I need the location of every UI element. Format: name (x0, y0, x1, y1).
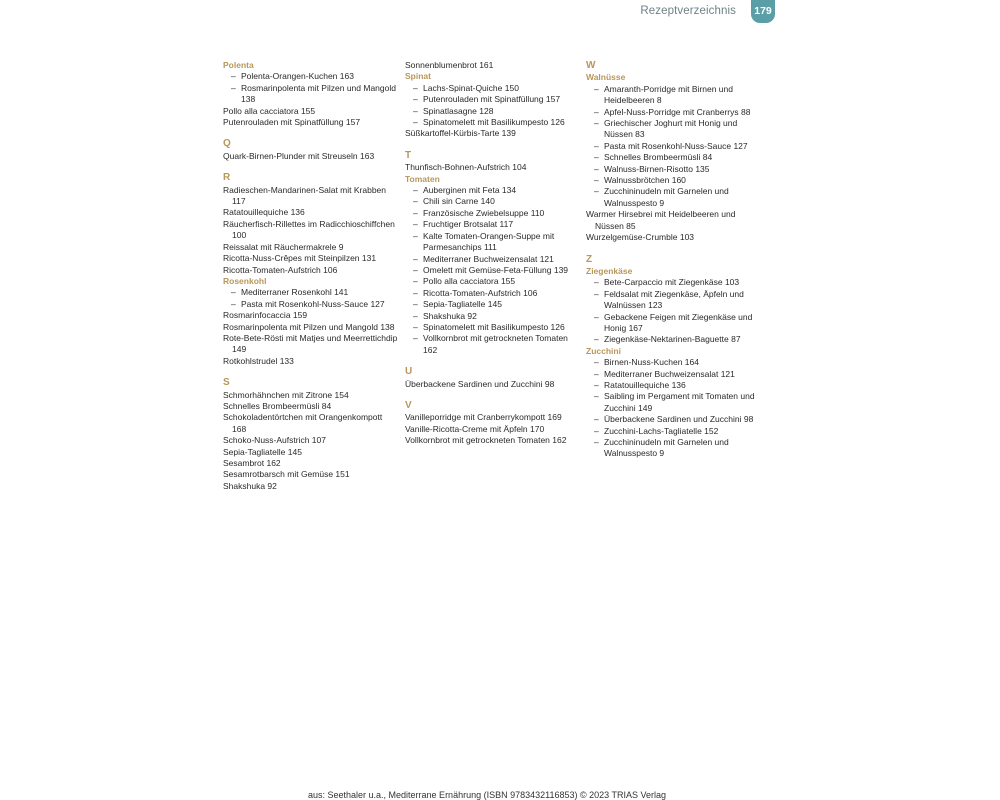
index-sub-entry: – Ziegenkäse-Nektarinen-Baguette 87 (586, 334, 761, 345)
index-letter-heading: Q (223, 138, 231, 150)
index-entry: Pollo alla cacciatora 155 (223, 105, 316, 116)
index-sub-entry: – Auberginen mit Feta 134 (405, 185, 580, 196)
index-sub-entry: – Ricotta-Tomaten-Aufstrich 106 (405, 288, 580, 299)
index-sub-entry: – Kalte Tomaten-Orangen-Suppe mit Parmesanchips 111 (405, 231, 580, 254)
index-sub-entry: – Polenta-Orangen-Kuchen 163 (223, 71, 398, 82)
index-sub-entry: – Spinatomelett mit Basilikumpesto 126 (405, 117, 580, 128)
index-sub-entry: – Überbackene Sardinen und Zucchini 98 (586, 414, 761, 425)
index-sub-entry: – Rosmarinpolenta mit Pilzen und Mangold 138 (223, 83, 398, 106)
index-entry: Shakshuka 92 (223, 480, 277, 491)
index-subheading: Spinat (405, 71, 431, 82)
index-entry: Rosmarinpolenta mit Pilzen und Mangold 138 (223, 321, 395, 332)
index-letter-heading: V (405, 399, 412, 411)
index-column-2 (405, 60, 580, 447)
index-sub-entry: – Mediterraner Rosenkohl 141 (223, 287, 398, 298)
index-entry: Thunfisch-Bohnen-Aufstrich 104 (405, 162, 527, 173)
index-sub-entry: – Schnelles Brombeermüsli 84 (586, 152, 761, 163)
index-sub-entry: – Französische Zwiebelsuppe 110 (405, 208, 580, 219)
index-entry: Wurzelgemüse-Crumble 103 (586, 232, 695, 243)
index-entry: Rosmarinfocaccia 159 (223, 310, 308, 321)
index-sub-entry: – Putenrouladen mit Spinatfüllung 157 (405, 94, 580, 105)
index-entry: Räucherfisch-Rillettes im Radicchioschiffchen 100 (223, 218, 395, 241)
index-entry: Überbackene Sardinen und Zucchini 98 (405, 378, 555, 389)
source-footer: aus: Seethaler u.a., Mediterrane Ernährung (ISBN 9783432116853) © 2023 TRIAS Verlag (307, 790, 667, 800)
index-sub-entry: – Bete-Carpaccio mit Ziegenkäse 103 (586, 277, 761, 288)
index-sub-entry: – Amaranth-Porridge mit Birnen und Heidelbeeren 8 (586, 84, 761, 107)
index-entry: Rotkohlstrudel 133 (223, 355, 294, 366)
index-sub-entry: – Omelett mit Gemüse-Feta-Füllung 139 (405, 265, 580, 276)
index-entry: Vollkornbrot mit getrockneten Tomaten 162 (405, 435, 567, 446)
index-sub-entry: – Zucchininudeln mit Garnelen und Walnusspesto 9 (586, 186, 761, 209)
index-sub-entry: – Griechischer Joghurt mit Honig und Nüssen 83 (586, 118, 761, 141)
index-letter-heading: W (586, 60, 596, 71)
index-sub-entry: – Apfel-Nuss-Porridge mit Cranberrys 88 (586, 107, 761, 118)
index-entry: Süßkartoffel-Kürbis-Tarte 139 (405, 128, 516, 139)
index-entry: Schmorhähnchen mit Zitrone 154 (223, 389, 349, 400)
index-sub-entry: – Mediterraner Buchweizensalat 121 (586, 369, 761, 380)
index-entry: Sesambrot 162 (223, 458, 281, 468)
index-entry: Sonnenblumenbrot 161 (405, 60, 494, 70)
index-entry: Putenrouladen mit Spinatfüllung 157 (223, 117, 361, 128)
index-sub-entry: – Shakshuka 92 (405, 311, 580, 322)
index-subheading: Polenta (223, 60, 254, 70)
index-entry: Ricotta-Nuss-Crêpes mit Steinpilzen 131 (223, 253, 377, 264)
index-entry: Warmer Hirsebrei mit Heidelbeeren und Nüssen 85 (586, 209, 736, 231)
index-sub-entry: – Sepia-Tagliatelle 145 (405, 299, 580, 310)
index-entry: Schnelles Brombeermüsli 84 (223, 400, 332, 411)
index-column-3 (586, 60, 761, 460)
index-sub-entry: – Pollo alla cacciatora 155 (405, 276, 580, 287)
index-sub-entry: – Pasta mit Rosenkohl-Nuss-Sauce 127 (223, 299, 398, 310)
index-sub-entry: – Fruchtiger Brotsalat 117 (405, 219, 580, 230)
index-subheading: Tomaten (405, 173, 440, 184)
index-sub-entry: – Feldsalat mit Ziegenkäse, Äpfeln und Walnüssen 123 (586, 289, 761, 312)
index-entry: Sepia-Tagliatelle 145 (223, 446, 302, 457)
index-sub-entry: – Zucchini-Lachs-Tagliatelle 152 (586, 426, 761, 437)
index-sub-entry: – Spinatlasagne 128 (405, 106, 580, 117)
index-entry: Sesamrotbarsch mit Gemüse 151 (223, 469, 350, 480)
index-subheading: Ziegenkäse (586, 265, 633, 276)
index-sub-entry: – Pasta mit Rosenkohl-Nuss-Sauce 127 (586, 141, 761, 152)
section-title: Rezeptverzeichnis (640, 5, 736, 17)
index-letter-heading: T (405, 149, 412, 161)
index-subheading: Walnüsse (586, 72, 626, 83)
index-sub-entry: – Zucchininudeln mit Garnelen und Walnusspesto 9 (586, 437, 761, 460)
index-sub-entry: – Mediterraner Buchweizensalat 121 (405, 254, 580, 265)
index-letter-heading: Z (586, 253, 593, 265)
index-entry: Quark-Birnen-Plunder mit Streuseln 163 (223, 150, 375, 161)
index-entry: Vanilleporridge mit Cranberrykompott 169 (405, 412, 562, 423)
index-entry: Schoko-Nuss-Aufstrich 107 (223, 435, 326, 446)
index-entry: Ratatouillequiche 136 (223, 207, 305, 218)
index-column-1 (223, 60, 398, 492)
index-entry: Vanille-Ricotta-Creme mit Äpfeln 170 (405, 423, 545, 434)
index-sub-entry: – Gebackene Feigen mit Ziegenkäse und Honig 167 (586, 312, 761, 335)
index-sub-entry: – Saibling im Pergament mit Tomaten und Zucchini 149 (586, 391, 761, 414)
index-entry: Schokoladentörtchen mit Orangenkompott 168 (223, 412, 383, 434)
index-entry: Reissalat mit Räuchermakrele 9 (223, 241, 344, 252)
index-sub-entry: – Lachs-Spinat-Quiche 150 (405, 83, 580, 94)
index-sub-entry: – Ratatouillequiche 136 (586, 380, 761, 391)
index-sub-entry: – Walnuss-Birnen-Risotto 135 (586, 164, 761, 175)
index-letter-heading: S (223, 377, 230, 389)
index-entry: Radieschen-Mandarinen-Salat mit Krabben 117 (223, 184, 387, 207)
index-entry: Rote-Bete-Rösti mit Matjes und Meerrettichdip 149 (223, 332, 398, 355)
index-sub-entry: – Walnussbrötchen 160 (586, 175, 761, 186)
index-sub-entry: – Chili sin Carne 140 (405, 196, 580, 207)
index-subheading: Rosenkohl (223, 275, 267, 286)
index-letter-heading: R (223, 172, 231, 184)
index-sub-entry: – Vollkornbrot mit getrockneten Tomaten 162 (405, 333, 580, 356)
index-sub-entry: – Spinatomelett mit Basilikumpesto 126 (405, 322, 580, 333)
index-subheading: Zucchini (586, 345, 621, 356)
page-number-badge: 179 (751, 0, 775, 23)
index-letter-heading: U (405, 366, 413, 378)
index-sub-entry: – Birnen-Nuss-Kuchen 164 (586, 357, 761, 368)
index-entry: Ricotta-Tomaten-Aufstrich 106 (223, 264, 338, 275)
